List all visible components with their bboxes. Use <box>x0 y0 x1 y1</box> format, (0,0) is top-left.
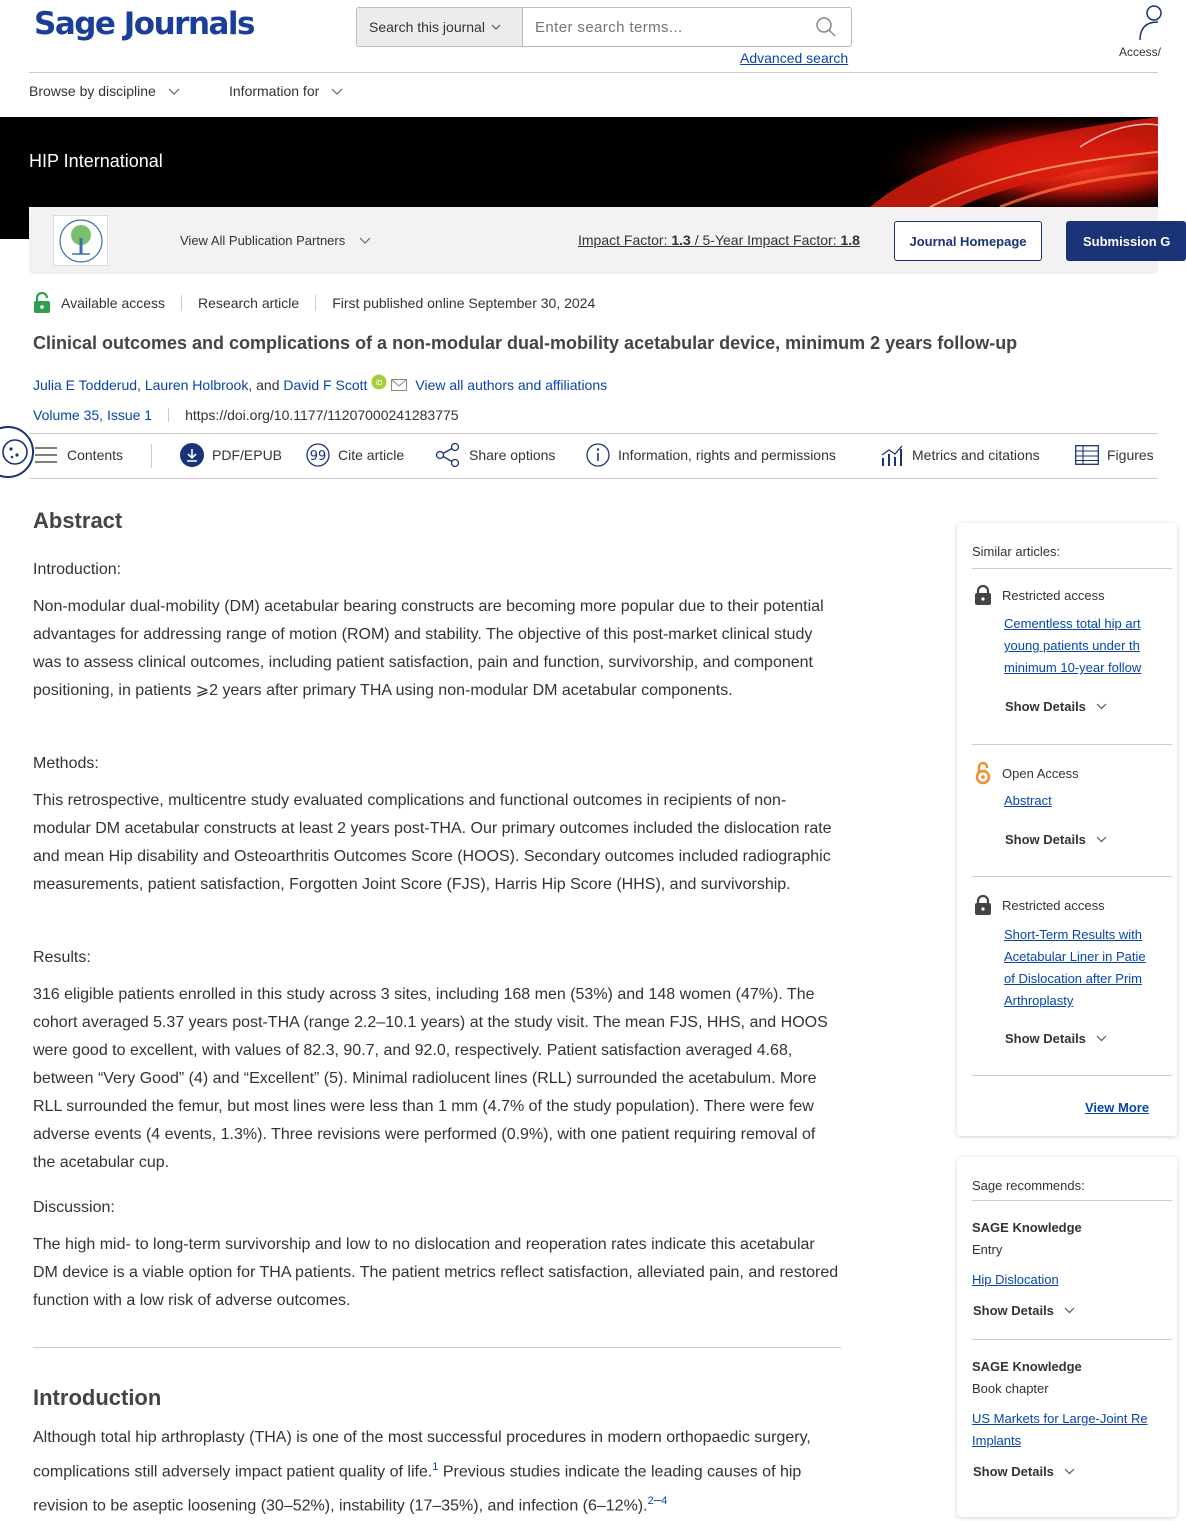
author-link[interactable]: Lauren Holbrook <box>144 377 249 393</box>
recommend-type: Book chapter <box>972 1381 1049 1396</box>
abstract-results-text: 316 eligible patients enrolled in this study across 3 sites, including 168 men (53%) and 148 women (47%). The cohort averaged 5.37 years post-THA (range 2.2–10.1 years) at the study visit. The mean FJS, HHS, and HOOS were good to excellent, with values of 82.3, 90.7, and 92.0, respectively. Patient satisfaction averaged 4.68, between “Very Good” (4) and “Excellent” (5). Minimal radiolucent lines (RLL) surrounded the acetabulum. More RLL surrounded the femur, but most lines were less than 1 mm (4.7% of the study population). There were few adverse events (4 events, 1.3%). Three revisions were performed (0.9%), with one patient requiring removal of the acetabular cup. <box>33 986 828 1171</box>
author-link[interactable]: David F Scott <box>283 377 368 393</box>
chevron-down-icon <box>1096 1035 1107 1042</box>
meta-divider <box>168 408 169 422</box>
lock-icon <box>974 585 992 605</box>
submission-guidelines-button[interactable]: Submission G <box>1066 221 1186 261</box>
impact5-label: 5-Year Impact Factor: <box>702 232 841 248</box>
meta-divider <box>315 295 316 311</box>
recommend-link[interactable] <box>972 1269 1172 1291</box>
author-list <box>33 377 607 393</box>
user-access-icon[interactable] <box>1128 4 1158 42</box>
journal-banner <box>0 117 1158 207</box>
header-divider <box>29 72 1158 73</box>
reference-link[interactable]: 1 <box>432 1461 439 1473</box>
tool-cite-article[interactable] <box>306 442 404 468</box>
meta-divider <box>181 295 182 311</box>
volume-issue-link[interactable]: Volume 35, Issue 1 <box>33 407 153 423</box>
show-details-toggle[interactable] <box>973 1464 1075 1479</box>
recommend-title-line: Implants <box>972 1433 1022 1448</box>
publish-date: First published online September 30, 2024 <box>332 294 596 311</box>
journal-homepage-button[interactable]: Journal Homepage <box>894 221 1042 261</box>
tool-pdf-epub[interactable] <box>180 442 282 468</box>
chevron-down-icon <box>491 24 501 30</box>
impact-factor-link[interactable] <box>578 232 860 248</box>
show-details-label: Show Details <box>973 1464 1054 1479</box>
similar-title-line: Abstract <box>1004 793 1052 808</box>
article-type: Research article <box>198 294 300 311</box>
lock-icon <box>974 895 992 915</box>
similar-access-label: Open Access <box>1002 765 1079 781</box>
toolbar-divider <box>29 478 1158 479</box>
sidebar-divider <box>972 744 1172 745</box>
author-separator: , and <box>248 377 284 393</box>
recommend-title-line: Hip Dislocation <box>972 1272 1059 1287</box>
sage-recommends-card <box>957 1157 1177 1517</box>
author-separator: , <box>137 377 145 393</box>
view-publication-partners[interactable] <box>180 233 371 248</box>
similar-articles-heading: Similar articles: <box>972 544 1061 559</box>
tool-figures[interactable] <box>1075 442 1154 468</box>
similar-title-line: Arthroplasty <box>1004 993 1074 1008</box>
tool-figures-label: Figures <box>1107 447 1154 463</box>
svg-text:99: 99 <box>309 449 327 464</box>
tool-info-label: Information, rights and permissions <box>618 447 836 463</box>
recommends-heading: Sage recommends: <box>972 1178 1085 1193</box>
search-input[interactable] <box>523 8 801 46</box>
recommend-source: SAGE Knowledge <box>972 1359 1082 1374</box>
search-button[interactable] <box>801 8 851 46</box>
similar-access-status <box>974 761 1079 785</box>
orcid-icon[interactable] <box>371 374 387 390</box>
show-details-toggle[interactable] <box>1005 1031 1107 1046</box>
impact-label: Impact Factor: <box>578 232 672 248</box>
tool-metrics-label: Metrics and citations <box>912 447 1040 463</box>
abstract-introduction-text: Non-modular dual-mobility (DM) acetabular bearing constructs are becoming more popular due to their potential advantages for addressing range of motion (ROM) and stability. The objective of this post-market clinical study was to assess clinical outcomes, including patient satisfaction, pain and function, survivorship, and component positioning, in patients ⩾2 years after primary THA using non-modular DM acetabular components. <box>33 598 824 699</box>
similar-title-line: Short-Term Results with <box>1004 927 1142 942</box>
unlock-icon <box>33 292 51 313</box>
access-status: Available access <box>61 294 166 311</box>
introduction-text <box>33 1424 841 1521</box>
similar-article-link[interactable] <box>1004 790 1174 812</box>
sidebar-divider <box>972 876 1172 877</box>
open-access-icon <box>974 761 992 785</box>
search-bar <box>356 7 852 47</box>
banner-edge <box>0 207 29 239</box>
nav-browse-label: Browse by discipline <box>29 83 156 99</box>
tool-cite-label: Cite article <box>338 447 405 463</box>
journal-title[interactable]: HIP International <box>29 151 163 171</box>
show-details-label: Show Details <box>973 1303 1054 1318</box>
abstract-discussion-text: The high mid- to long-term survivorship and low to no dislocation and reoperation rates indicate this acetabular DM device is a viable option for THA patients. The patient metrics reflect satisfaction, alleviated pain, and restored function with a low risk of adverse outcomes. <box>33 1236 839 1309</box>
similar-access-status <box>974 895 1105 915</box>
similar-title-line: Cementless total hip art <box>1004 616 1141 631</box>
table-icon <box>1075 445 1099 465</box>
tool-share-options[interactable] <box>435 442 555 468</box>
article-meta <box>33 292 595 313</box>
nav-information-for[interactable] <box>229 83 343 99</box>
similar-access-label: Restricted access <box>1002 587 1105 603</box>
section-divider <box>33 1347 841 1348</box>
doi[interactable]: https://doi.org/10.1177/11207000241283775 <box>185 407 459 423</box>
similar-title-line: minimum 10-year follow <box>1004 660 1142 675</box>
abstract-methods-label: Methods: <box>33 755 99 772</box>
show-details-label: Show Details <box>1005 699 1086 714</box>
impact-separator: / <box>690 232 703 248</box>
similar-article-link[interactable] <box>1004 613 1174 679</box>
share-icon <box>435 442 461 468</box>
society-logo[interactable] <box>53 215 108 266</box>
recommend-type: Entry <box>972 1242 1003 1257</box>
introduction-text-1: Although total hip arthroplasty (THA) is one of the most successful procedures in modern orthopaedic surgery, complications still adversely impact patient quality of life. <box>33 1429 811 1481</box>
similar-title-line: Acetabular Liner in Patie <box>1004 949 1146 964</box>
introduction-heading: Introduction <box>33 1385 162 1410</box>
tool-pdf-label: PDF/EPUB <box>212 447 283 463</box>
quote-icon <box>306 443 330 467</box>
abstract-discussion-label: Discussion: <box>33 1199 115 1216</box>
recommend-source: SAGE Knowledge <box>972 1220 1082 1235</box>
recommend-title-line: US Markets for Large-Joint Re <box>972 1411 1148 1426</box>
tool-metrics-citations[interactable] <box>880 442 1040 468</box>
chevron-down-icon <box>1096 703 1107 710</box>
volume-doi-row <box>33 407 459 423</box>
sidebar-divider <box>972 568 1172 569</box>
abstract-results-label: Results: <box>33 949 91 966</box>
abstract-introduction-label: Introduction: <box>33 561 122 578</box>
chevron-down-icon <box>1064 1307 1075 1314</box>
similar-title-line: of Dislocation after Prim <box>1004 971 1142 986</box>
tool-share-label: Share options <box>469 447 556 463</box>
impact5-value: 1.8 <box>840 232 860 248</box>
search-scope-label: Search this journal <box>369 19 485 35</box>
reference-link[interactable]: 4 <box>661 1495 668 1508</box>
recommend-link[interactable] <box>972 1408 1172 1452</box>
abstract-methods-text: This retrospective, multicentre study evaluated complications and functional outcomes in recipients of non-modular DM acetabular constructs at least 2 years post-THA. Our primary outcomes included the dislocation rate and mean Hip disability and Osteoarthritis Outcomes Score (HOOS). Secondary outcomes included radiographic measurements, patient satisfaction, Forgotten Joint Score (FJS), Harris Hip Score (HHS), and survivorship. <box>33 792 832 893</box>
similar-access-label: Restricted access <box>1002 897 1105 913</box>
cookie-icon <box>0 437 30 467</box>
download-icon <box>180 443 204 467</box>
similar-title-line: young patients under th <box>1004 638 1140 653</box>
similar-access-status <box>974 585 1105 605</box>
chevron-down-icon <box>1064 1468 1075 1475</box>
impact-value: 1.3 <box>671 232 691 248</box>
chevron-down-icon <box>359 237 371 244</box>
chevron-down-icon <box>1096 836 1107 843</box>
sidebar-divider <box>972 1075 1172 1076</box>
sidebar-divider <box>972 1339 1172 1340</box>
tool-information-rights[interactable] <box>586 442 836 468</box>
info-icon <box>586 443 610 467</box>
tool-contents[interactable] <box>35 442 123 468</box>
access-label: Access/ <box>1119 45 1162 59</box>
search-scope-select[interactable] <box>357 8 523 46</box>
author-link[interactable]: Julia E Todderud <box>33 377 138 393</box>
reference-link[interactable]: 2 <box>647 1495 654 1508</box>
similar-article-link[interactable] <box>1004 924 1174 1012</box>
sidebar-divider <box>972 1200 1172 1201</box>
advanced-search-link[interactable]: Advanced search <box>740 50 849 66</box>
nav-info-label: Information for <box>229 83 320 99</box>
toolbar-divider <box>29 433 1158 434</box>
view-all-authors-link[interactable]: View all authors and affiliations <box>415 377 608 393</box>
introduction-text-2: Previous studies indicate the leading causes of hip revision to be aseptic loosening (30–52%), instability (17–35%), and infection (6–12%). <box>33 1463 802 1515</box>
sage-journals-logo[interactable]: Sage Journals <box>34 6 255 42</box>
partners-label: View All Publication Partners <box>180 233 346 248</box>
abstract-heading: Abstract <box>33 508 123 533</box>
article-title: Clinical outcomes and complications of a non-modular dual-mobility acetabular device, minimum 2 years follow-up <box>33 333 1018 353</box>
show-details-toggle[interactable] <box>1005 832 1107 847</box>
show-details-toggle[interactable] <box>1005 699 1107 714</box>
svg-text:iD: iD <box>375 379 384 387</box>
reference-dash: – <box>653 1492 662 1508</box>
show-details-label: Show Details <box>1005 832 1086 847</box>
show-details-label: Show Details <box>1005 1031 1086 1046</box>
chevron-down-icon <box>331 88 343 95</box>
banner-artwork <box>0 117 1158 207</box>
email-icon[interactable] <box>391 379 407 391</box>
view-more-link[interactable]: View More <box>1085 1100 1150 1115</box>
tool-contents-label: Contents <box>67 447 124 463</box>
toolbar-separator <box>151 444 152 468</box>
show-details-toggle[interactable] <box>973 1303 1075 1318</box>
nav-browse-by-discipline[interactable] <box>29 83 180 99</box>
chevron-down-icon <box>168 88 180 95</box>
bar-chart-icon <box>880 443 904 467</box>
search-icon <box>815 16 837 38</box>
tree-logo-icon <box>58 218 104 264</box>
list-icon <box>35 446 57 464</box>
